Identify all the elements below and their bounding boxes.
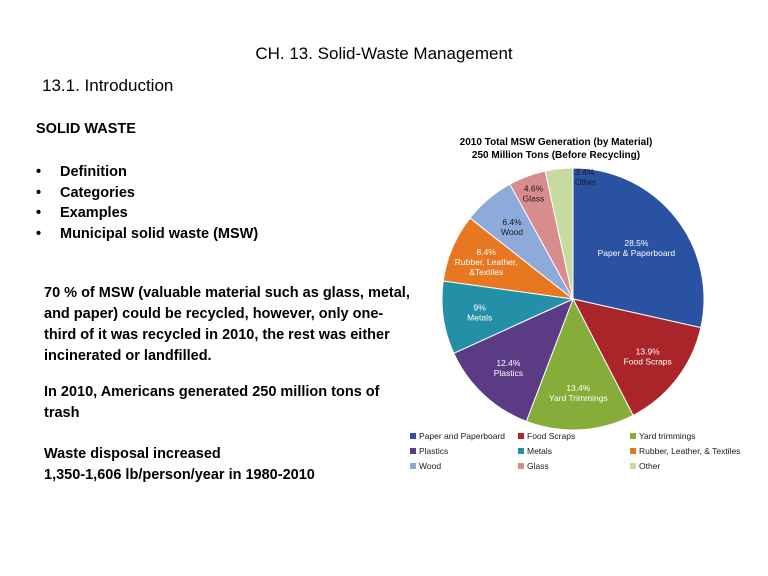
slice-value-label: 12.4% — [496, 357, 521, 368]
section-heading: 13.1. Introduction — [42, 76, 174, 95]
slice-name-label: Other — [575, 177, 597, 187]
slice-name-label: Food Scraps — [623, 356, 672, 367]
waste-disposal-paragraph: Waste disposal increased 1,350-1,606 lb/person/year in 1980-2010 — [44, 446, 315, 483]
slice-value-label: 6.4% — [502, 217, 522, 228]
legend-label: Metals — [527, 446, 553, 456]
legend-label: Paper and Paperboard — [419, 431, 506, 441]
legend-swatch — [630, 448, 636, 454]
trash-generation-paragraph: In 2010, Americans generated 250 million tons of trash — [44, 384, 380, 421]
legend-label: Plastics — [419, 446, 449, 456]
slice-name-label: Wood — [500, 227, 524, 238]
slice-name-label: Metals — [467, 312, 493, 323]
legend-label: Other — [639, 461, 661, 471]
bullet-symbol: • — [36, 205, 42, 221]
chart-subtitle: 250 Million Tons (Before Recycling) — [471, 150, 641, 161]
legend-swatch — [410, 448, 416, 454]
slice-name-label: Glass — [522, 193, 545, 204]
legend-swatch — [518, 433, 524, 439]
bullet-item — [36, 162, 258, 183]
msw-pie-chart — [400, 128, 768, 488]
legend-swatch — [518, 448, 524, 454]
bullet-text: Categories — [60, 184, 135, 201]
slice-name-label: &Textiles — [469, 267, 504, 278]
slice-name-label: Paper & Paperboard — [597, 248, 676, 259]
legend-swatch — [410, 463, 416, 469]
legend-label: Rubber, Leather, & Textiles — [639, 446, 741, 456]
legend-label: Yard trimmings — [639, 431, 696, 441]
slice-name-label: Plastics — [493, 367, 524, 378]
legend-label: Wood — [419, 461, 442, 471]
slice-value-label: 9% — [473, 302, 486, 313]
slide-title: CH. 13. Solid-Waste Management — [255, 44, 513, 63]
bullet-text: Municipal solid waste (MSW) — [60, 225, 259, 242]
bullet-symbol: • — [36, 164, 42, 180]
slice-value-label: 13.9% — [635, 346, 660, 357]
legend-swatch — [410, 433, 416, 439]
slice-value-label: 4.6% — [523, 183, 544, 194]
bullet-item — [36, 203, 258, 224]
slice-name-label: Rubber, Leather, — [454, 257, 518, 268]
slice-value-label: 3.4% — [575, 167, 595, 177]
slice-value-label: 13.4% — [566, 383, 591, 394]
bullet-list — [36, 162, 258, 244]
bullet-symbol: • — [36, 225, 42, 242]
bullet-text: Definition — [60, 164, 127, 180]
bullet-item — [36, 224, 258, 245]
legend-swatch — [630, 433, 636, 439]
bullet-symbol: • — [36, 184, 42, 201]
slice-value-label: 8.4% — [476, 247, 496, 258]
bullet-item — [36, 183, 258, 204]
slice-name-label: Yard Trimmings — [548, 393, 608, 404]
legend-label: Food Scraps — [527, 431, 576, 441]
bullet-text: Examples — [60, 205, 128, 221]
chart-title: 2010 Total MSW Generation (by Material) — [459, 137, 653, 148]
legend-swatch — [518, 463, 524, 469]
chart-legend — [410, 431, 740, 471]
solid-waste-heading: SOLID WASTE — [36, 121, 136, 137]
slice-value-label: 28.5% — [624, 238, 649, 249]
recycling-paragraph: 70 % of MSW (valuable material such as glass, metal, and paper) could be recycled, however, only one-third of it was recycled in 2010, the rest was either incinerated or landfilled. — [44, 285, 410, 364]
legend-swatch — [630, 463, 636, 469]
legend-label: Glass — [527, 461, 549, 471]
